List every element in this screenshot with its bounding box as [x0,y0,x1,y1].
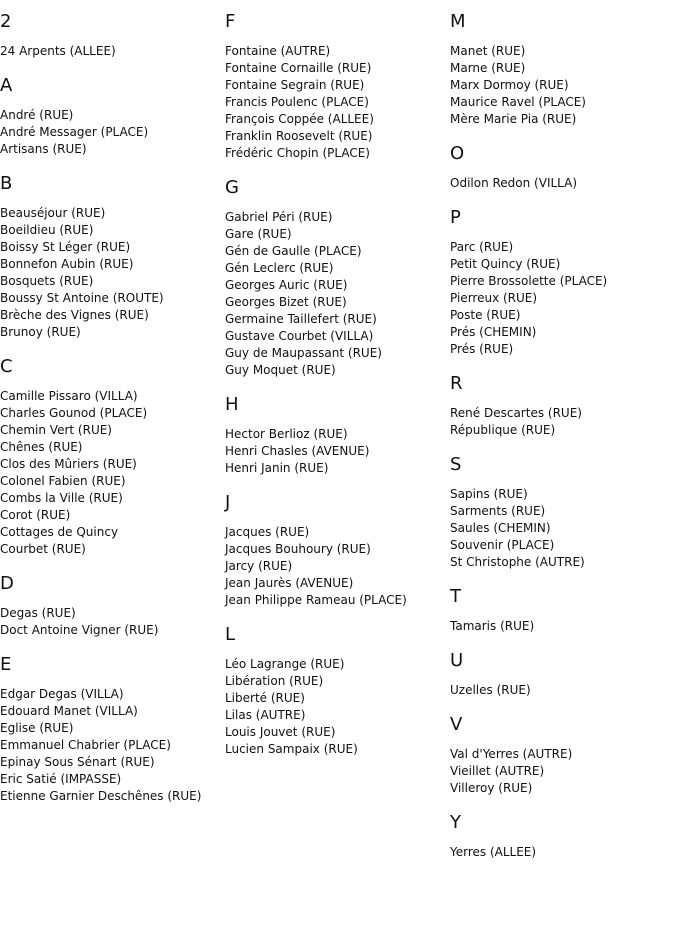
street-list [450,239,670,358]
section-letter-heading: J [225,492,231,513]
street-entry: Bonnefon Aubin (RUE) [0,257,134,271]
letter-section [225,492,445,609]
street-entry: Petit Quincy (RUE) [450,257,561,271]
street-entry: Colonel Fabien (RUE) [0,474,126,488]
street-list [450,486,670,571]
street-list [225,524,445,609]
street-entry: Emmanuel Chabrier (PLACE) [0,738,171,752]
letter-section [0,573,220,639]
street-entry: Sarments (RUE) [450,504,546,518]
street-entry: Gén Leclerc (RUE) [225,261,334,275]
street-list [450,682,670,699]
street-entry: Brèche des Vignes (RUE) [0,308,149,322]
section-letter-heading: C [0,356,13,377]
street-entry: Jean Jaurès (AVENUE) [225,576,354,590]
section-letter-heading: Y [450,812,461,833]
letter-section [225,624,445,758]
street-entry: Boussy St Antoine (ROUTE) [0,291,164,305]
street-entry: Odilon Redon (VILLA) [450,176,578,190]
street-entry: Manet (RUE) [450,44,526,58]
street-list [450,618,670,635]
street-entry: Eric Satié (IMPASSE) [0,772,122,786]
street-entry: Vieillet (AUTRE) [450,764,545,778]
street-entry: Edgar Degas (VILLA) [0,687,124,701]
street-entry: Courbet (RUE) [0,542,86,556]
street-list [225,656,445,758]
street-list [0,388,220,558]
street-list [0,107,220,158]
street-entry: Clos des Mûriers (RUE) [0,457,137,471]
street-entry: Doct Antoine Vigner (RUE) [0,623,159,637]
street-entry: Mère Marie Pia (RUE) [450,112,577,126]
street-entry: Eglise (RUE) [0,721,74,735]
street-entry: Lucien Sampaix (RUE) [225,742,358,756]
street-entry: Jacques Bouhoury (RUE) [225,542,371,556]
street-entry: Maurice Ravel (PLACE) [450,95,586,109]
street-entry: André (RUE) [0,108,74,122]
street-list [450,405,670,439]
letter-section [450,812,670,861]
street-entry: André Messager (PLACE) [0,125,149,139]
section-letter-heading: B [0,173,13,194]
street-entry: Gustave Courbet (VILLA) [225,329,374,343]
street-entry: Lilas (AUTRE) [225,708,306,722]
letter-section [0,75,220,158]
letter-section [450,650,670,699]
letter-section [0,356,220,558]
street-entry: Etienne Garnier Deschênes (RUE) [0,789,202,803]
section-letter-heading: L [225,624,236,645]
street-entry: Louis Jouvet (RUE) [225,725,336,739]
index-column-2 [225,0,445,773]
index-column-3 [450,0,670,876]
street-entry: Val d'Yerres (AUTRE) [450,747,573,761]
street-entry: Jean Philippe Rameau (PLACE) [225,593,407,607]
section-letter-heading: V [450,714,463,735]
street-list [0,686,220,805]
street-list [225,43,445,162]
street-entry: Gabriel Péri (RUE) [225,210,333,224]
letter-section [450,586,670,635]
street-entry: Hector Berlioz (RUE) [225,427,348,441]
section-letter-heading: P [450,207,461,228]
street-entry: République (RUE) [450,423,556,437]
letter-section [450,373,670,439]
street-entry: Franklin Roosevelt (RUE) [225,129,373,143]
street-entry: Epinay Sous Sénart (RUE) [0,755,155,769]
street-entry: Fontaine (AUTRE) [225,44,331,58]
street-entry: François Coppée (ALLEE) [225,112,374,126]
street-entry: Marx Dormoy (RUE) [450,78,569,92]
street-entry: Fontaine Segrain (RUE) [225,78,365,92]
section-letter-heading: 2 [0,11,12,32]
street-list [450,43,670,128]
street-entry: Brunoy (RUE) [0,325,81,339]
section-letter-heading: S [450,454,462,475]
street-list [0,43,220,60]
street-entry: Jacques (RUE) [225,525,310,539]
street-entry: Jarcy (RUE) [225,559,293,573]
letter-section [0,11,220,60]
street-entry: Artisans (RUE) [0,142,87,156]
section-letter-heading: H [225,394,239,415]
street-entry: Yerres (ALLEE) [450,845,537,859]
street-entry: Gén de Gaulle (PLACE) [225,244,362,258]
street-entry: Gare (RUE) [225,227,292,241]
street-entry: Combs la Ville (RUE) [0,491,123,505]
section-letter-heading: F [225,11,236,32]
street-entry: Libération (RUE) [225,674,324,688]
letter-section [225,177,445,379]
street-entry: Beauséjour (RUE) [0,206,106,220]
street-entry: Frédéric Chopin (PLACE) [225,146,370,160]
letter-section [0,654,220,805]
section-letter-heading: T [450,586,461,607]
section-letter-heading: O [450,143,465,164]
letter-section [450,11,670,128]
street-list [225,426,445,477]
street-entry: Guy de Maupassant (RUE) [225,346,382,360]
street-entry: Léo Lagrange (RUE) [225,657,345,671]
street-entry: Poste (RUE) [450,308,521,322]
street-entry: Prés (RUE) [450,342,514,356]
street-entry: Chemin Vert (RUE) [0,423,112,437]
street-entry: Edouard Manet (VILLA) [0,704,138,718]
street-entry: Degas (RUE) [0,606,76,620]
street-entry: Sapins (RUE) [450,487,528,501]
street-entry: Henri Chasles (AVENUE) [225,444,370,458]
index-column-1 [0,0,220,820]
street-entry: Camille Pissaro (VILLA) [0,389,138,403]
street-entry: Charles Gounod (PLACE) [0,406,148,420]
street-entry: Marne (RUE) [450,61,526,75]
street-entry: Germaine Taillefert (RUE) [225,312,377,326]
street-list [0,205,220,341]
street-entry: Corot (RUE) [0,508,71,522]
letter-section [450,714,670,797]
street-entry: Fontaine Cornaille (RUE) [225,61,372,75]
section-letter-heading: D [0,573,14,594]
street-entry: René Descartes (RUE) [450,406,582,420]
street-entry: St Christophe (AUTRE) [450,555,585,569]
street-list [450,746,670,797]
street-entry: Prés (CHEMIN) [450,325,537,339]
street-entry: Bosquets (RUE) [0,274,94,288]
section-letter-heading: A [0,75,13,96]
letter-section [450,143,670,192]
street-entry: Uzelles (RUE) [450,683,531,697]
section-letter-heading: R [450,373,463,394]
letter-section [450,454,670,571]
letter-section [225,11,445,162]
street-list [450,175,670,192]
street-entry: Tamaris (RUE) [450,619,535,633]
street-entry: Georges Auric (RUE) [225,278,348,292]
street-entry: Francis Poulenc (PLACE) [225,95,369,109]
street-entry: Liberté (RUE) [225,691,305,705]
street-entry: Villeroy (RUE) [450,781,533,795]
street-entry: Souvenir (PLACE) [450,538,555,552]
letter-section [0,173,220,341]
section-letter-heading: U [450,650,464,671]
street-entry: 24 Arpents (ALLEE) [0,44,116,58]
street-entry: Henri Janin (RUE) [225,461,329,475]
letter-section [450,207,670,358]
street-list [450,844,670,861]
section-letter-heading: M [450,11,466,32]
street-list [225,209,445,379]
street-list [0,605,220,639]
street-entry: Georges Bizet (RUE) [225,295,347,309]
street-entry: Boissy St Léger (RUE) [0,240,131,254]
letter-section [225,394,445,477]
street-entry: Chênes (RUE) [0,440,83,454]
street-entry: Boeildieu (RUE) [0,223,94,237]
street-entry: Pierre Brossolette (PLACE) [450,274,608,288]
street-entry: Parc (RUE) [450,240,514,254]
section-letter-heading: E [0,654,12,675]
street-entry: Guy Moquet (RUE) [225,363,336,377]
section-letter-heading: G [225,177,239,198]
street-entry: Pierreux (RUE) [450,291,538,305]
street-entry: Saules (CHEMIN) [450,521,551,535]
street-entry: Cottages de Quincy [0,525,119,539]
